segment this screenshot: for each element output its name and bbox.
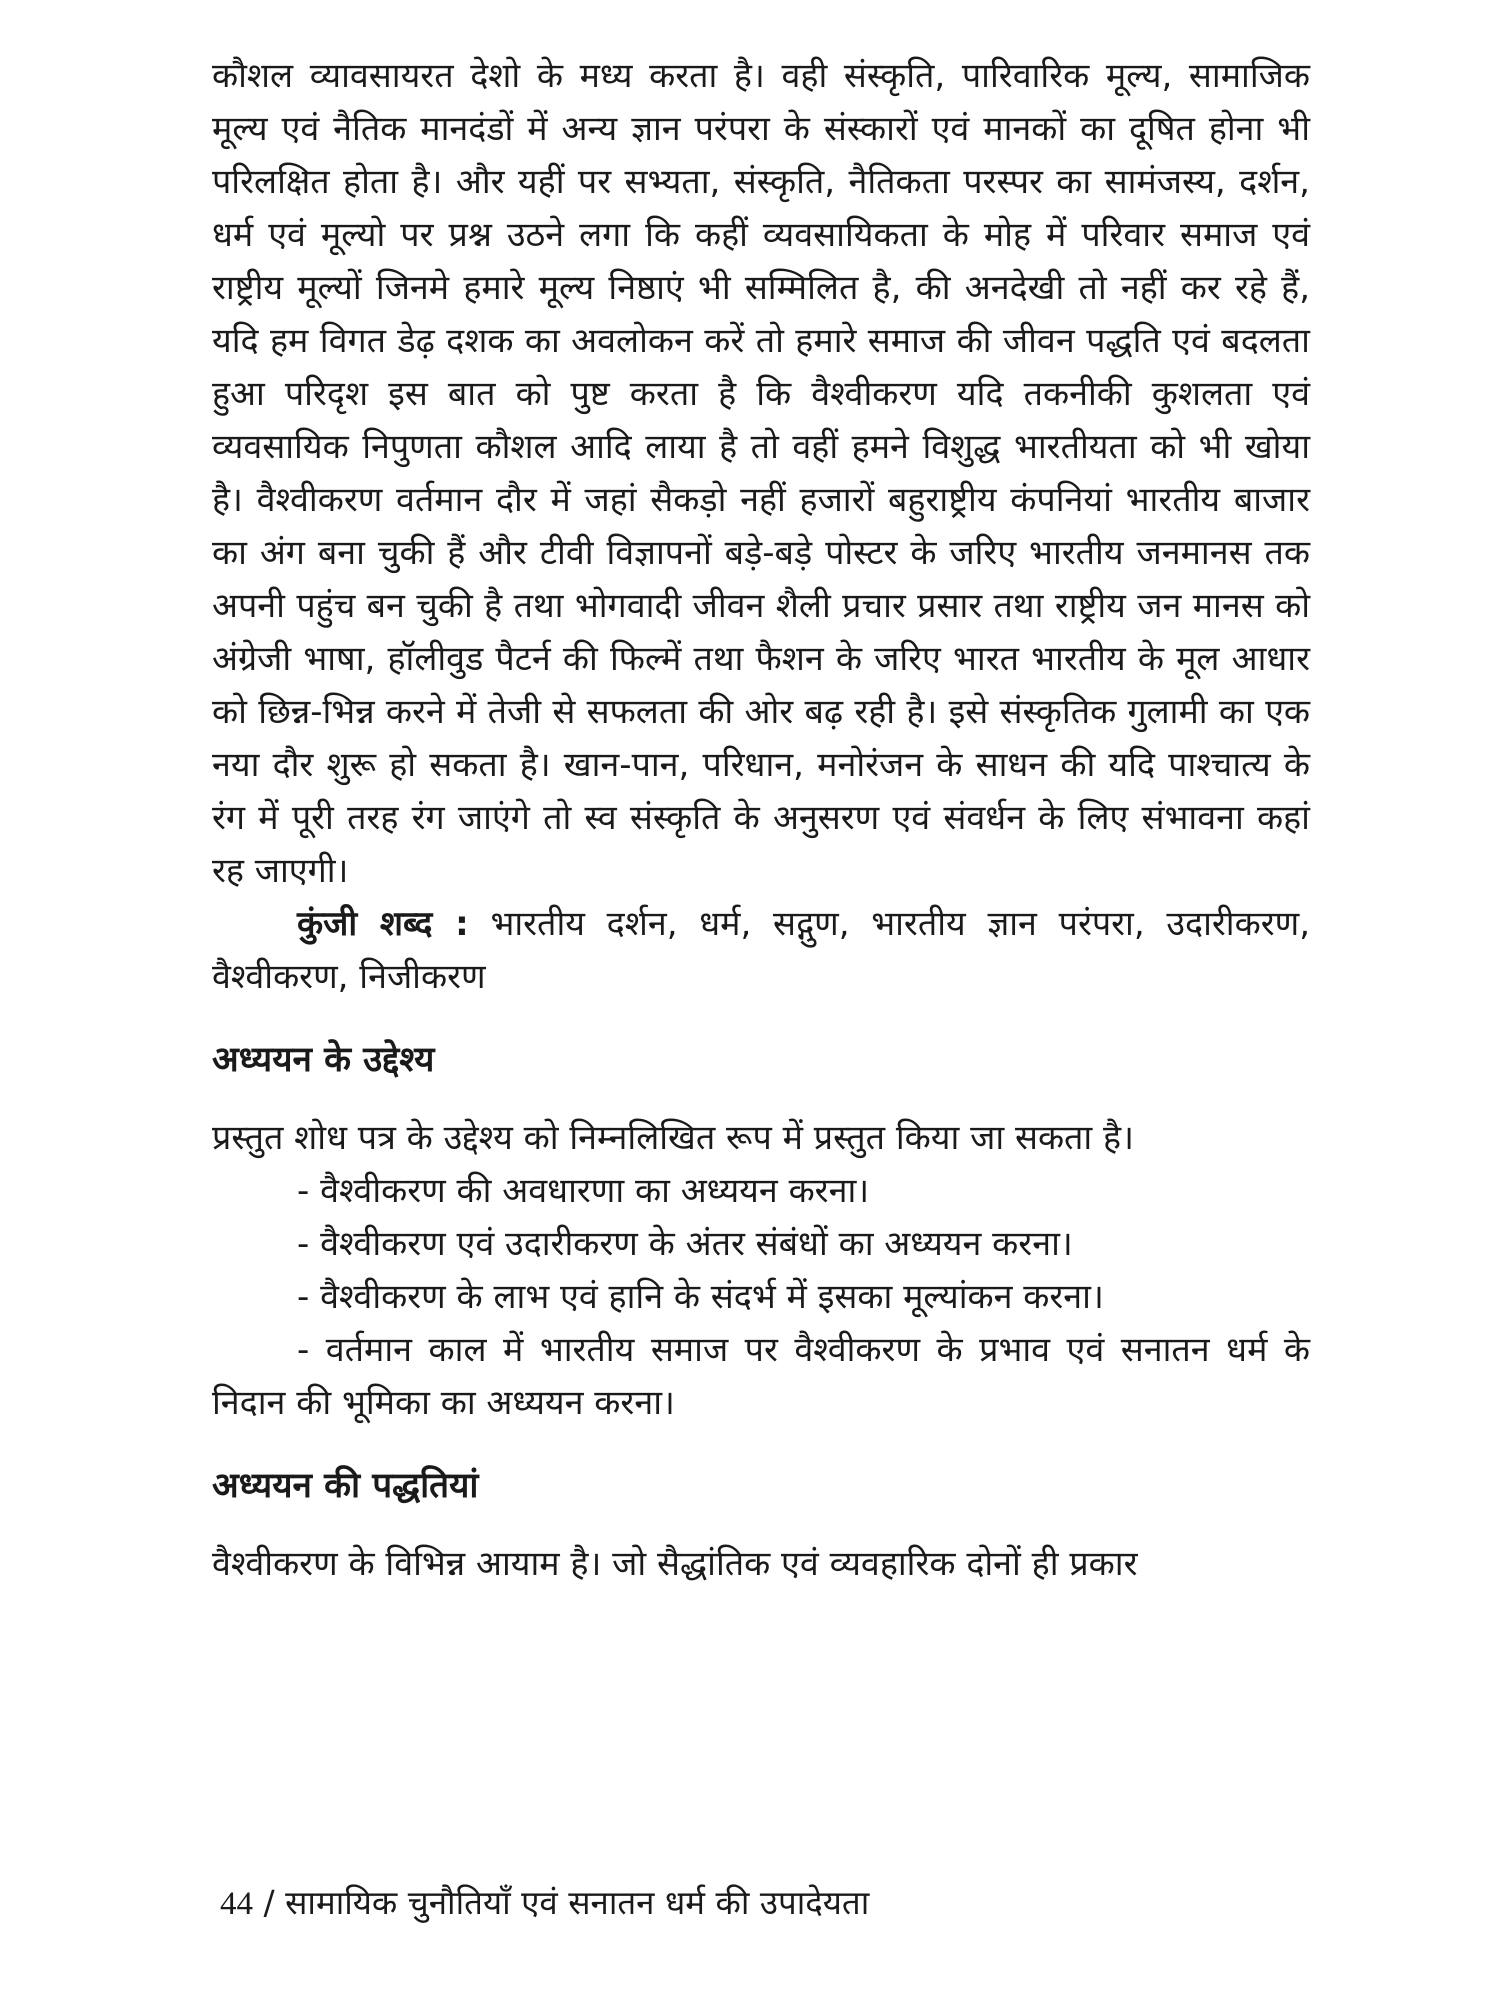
objectives-intro: प्रस्तुत शोध पत्र के उद्देश्य को निम्नलिखित रूप में प्रस्तुत किया जा सकता है।: [212, 1118, 1134, 1158]
methods-heading: अध्ययन की पद्धतियां: [212, 1466, 479, 1506]
objectives-list: [212, 1165, 1310, 1430]
page-footer: [220, 1880, 1220, 1927]
objective-item: - वैश्वीकरण की अवधारणा का अध्ययन करना।: [297, 1171, 870, 1211]
footer-separator: /: [253, 1883, 286, 1922]
keywords-text: भारतीय दर्शन, धर्म, सद्गुण, भारतीय ज्ञान परंपरा, उदारीकरण, वैश्वीकरण, निजीकरण: [212, 904, 1310, 997]
page-number: 44: [220, 1886, 253, 1922]
objectives-heading: अध्ययन के उद्देश्य: [212, 1040, 435, 1080]
text-column: [212, 50, 1310, 1591]
keywords-paragraph: [212, 898, 1310, 1004]
methods-paragraph: वैश्वीकरण के विभिन्न आयाम है। जो सैद्धांतिक एवं व्यवहारिक दोनों ही प्रकार: [212, 1544, 1138, 1584]
book-title: सामायिक चुनौतियाँ एवं सनातन धर्म की उपादेयता: [285, 1883, 870, 1922]
objective-item: - वर्तमान काल में भारतीय समाज पर वैश्वीकरण के प्रभाव एवं सनातन धर्म के निदान की भूमिका का अध्ययन करना।: [212, 1330, 1310, 1423]
objective-item: - वैश्वीकरण एवं उदारीकरण के अंतर संबंधों का अध्ययन करना।: [297, 1224, 1073, 1264]
objective-item: - वैश्वीकरण के लाभ एवं हानि के संदर्भ में इसका मूल्यांकन करना।: [297, 1277, 1104, 1317]
keywords-label: कुंजी शब्द :: [297, 904, 469, 944]
intro-paragraph: कौशल व्यावसायरत देशो के मध्य करता है। वही संस्कृति, पारिवारिक मूल्य, सामाजिक मूल्य एवं नैतिक मानदंडों में अन्य ज्ञान परंपरा के संस्कारों एवं मानकों का दूषित होना भी परिलक्षित होता है। और यहीं पर सभ्यता, संस्कृति, नैतिकता परस्पर का सामंजस्य, दर्शन, धर्म एवं मूल्यो पर प्रश्न उठने लगा कि कहीं व्यवसायिकता के मोह में परिवार समाज एवं राष्ट्रीय मूल्यों जिनमे हमारे मूल्य निष्ठाएं भी सम्मिलित है, की अनदेखी तो नहीं कर रहे हैं, यदि हम विगत डेढ़ दशक का अवलोकन करें तो हमारे समाज की जीवन पद्धति एवं बदलता हुआ परिदृश इस बात को पुष्ट करता है कि वैश्वीकरण यदि तकनीकी कुशलता एवं व्यवसायिक निपुणता कौशल आदि लाया है तो वहीं हमने विशुद्ध भारतीयता को भी खोया है। वैश्वीकरण वर्तमान दौर में जहां सैकड़ो नहीं हजारों बहुराष्ट्रीय कंपनियां भारतीय बाजार का अंग बना चुकी हैं और टीवी विज्ञापनों बड़े-बड़े पोस्टर के जरिए भारतीय जनमानस तक अपनी पहुंच बन चुकी है तथा भोगवादी जीवन शैली प्रचार प्रसार तथा राष्ट्रीय जन मानस को अंग्रेजी भाषा, हॉलीवुड पैटर्न की फिल्में तथा फैशन के जरिए भारत भारतीय के मूल आधार को छिन्न-भिन्न करने में तेजी से सफलता की ओर बढ़ रही है। इसे संस्कृतिक गुलामी का एक नया दौर शुरू हो सकता है। खान-पान, परिधान, मनोरंजन के साधन की यदि पाश्चात्य के रंग में पूरी तरह रंग जाएंगे तो स्व संस्कृति के अनुसरण एवं संवर्धन के लिए संभावना कहां रह जाएगी।: [212, 56, 1310, 891]
